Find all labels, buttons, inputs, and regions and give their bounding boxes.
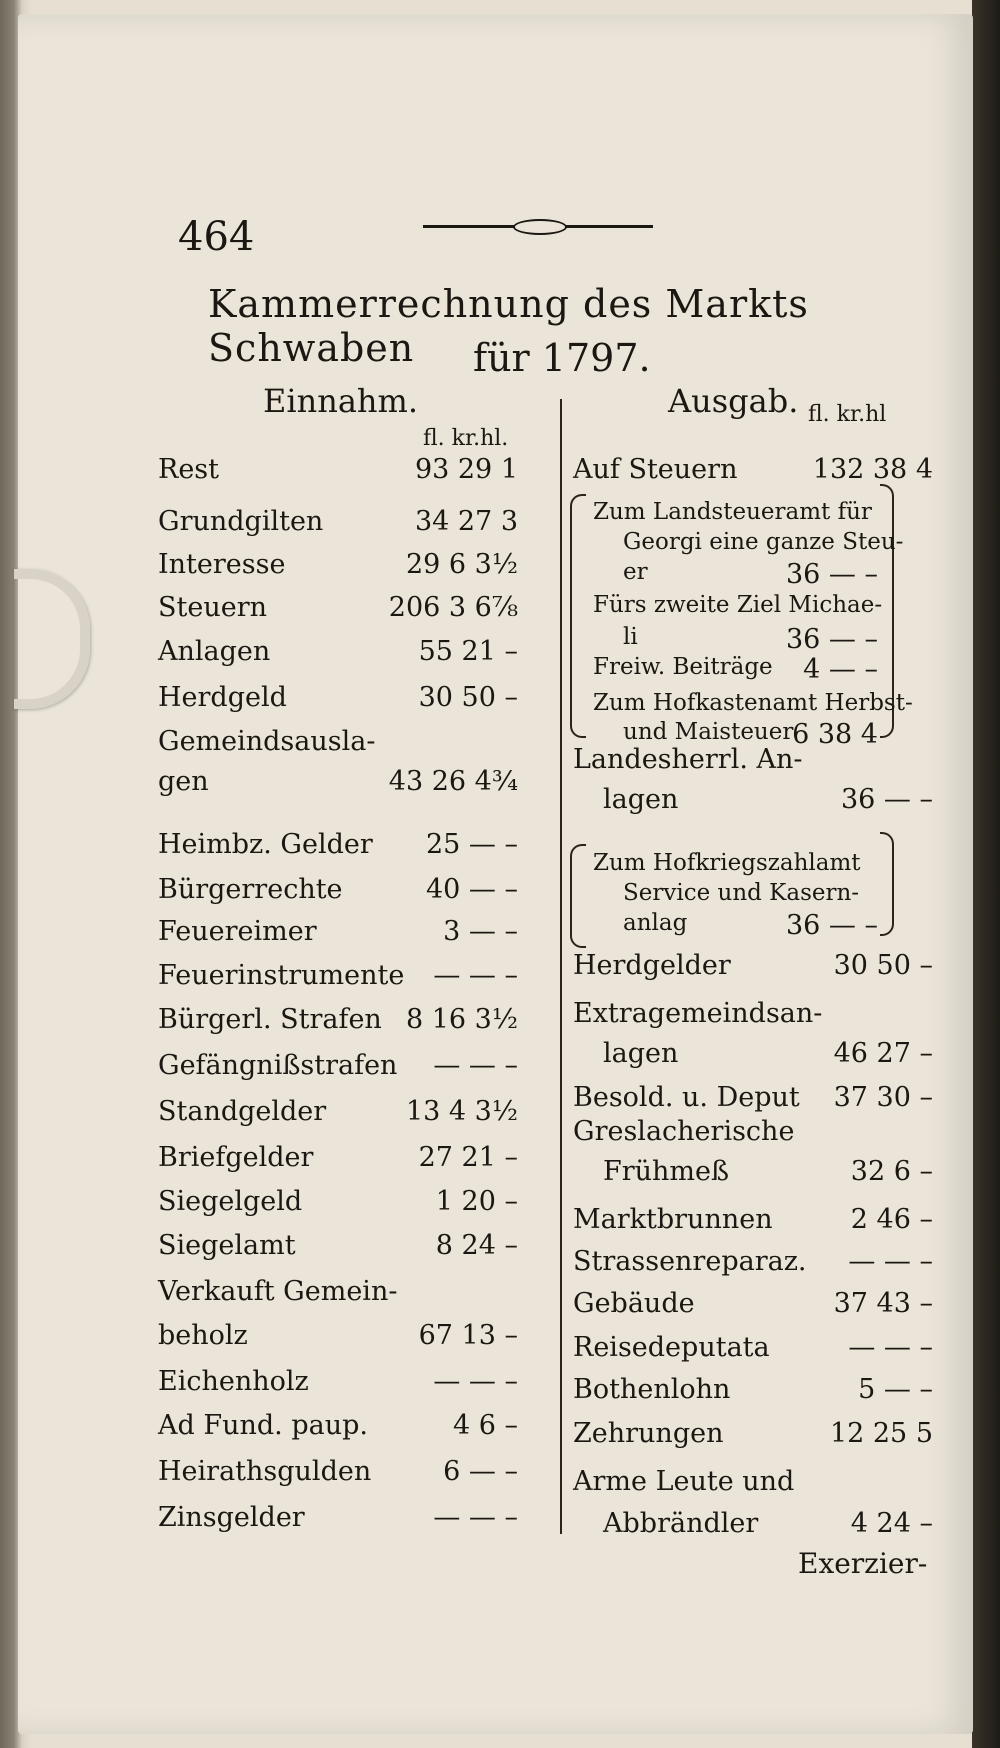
income-label: Interesse	[158, 549, 286, 580]
income-heading: Einnahm.	[263, 382, 419, 420]
income-amount: 206 3 6⅞	[388, 592, 518, 623]
sub-steuern-amount: 36 — –	[785, 624, 878, 655]
book-page	[18, 14, 973, 1734]
income-amount: 8 16 3½	[405, 1004, 518, 1035]
brace-anlagen-right	[880, 832, 894, 936]
expense-label: lagen	[603, 1038, 679, 1069]
expense-label: Landesherrl. An-	[573, 744, 803, 775]
sub-anlagen-label: Zum Hofkriegszahlamt	[593, 850, 861, 876]
income-amount: 34 27 3	[414, 506, 518, 537]
income-amount: 40 — –	[425, 874, 518, 905]
column-divider	[560, 399, 562, 1534]
income-amount: 1 20 –	[435, 1186, 518, 1217]
income-amount: 3 — –	[443, 916, 518, 947]
income-label: Ad Fund. paup.	[158, 1410, 368, 1441]
sub-steuern-amount: 36 — –	[785, 559, 878, 590]
income-label: Feuereimer	[158, 916, 317, 947]
income-label: Grundgilten	[158, 506, 324, 537]
catchword: Exerzier-	[798, 1547, 928, 1580]
expense-label: Extragemeindsan-	[573, 998, 823, 1029]
expense-amount: — — –	[848, 1332, 933, 1363]
expense-label: Strassenreparaz.	[573, 1246, 807, 1277]
expense-amount: 36 — –	[840, 784, 933, 815]
income-amount: 6 — –	[443, 1456, 518, 1487]
page-number: 464	[178, 214, 255, 260]
sub-steuern-label: und Maisteuer	[623, 719, 794, 745]
income-amount: 30 50 –	[418, 682, 518, 713]
income-label: Heirathsgulden	[158, 1456, 372, 1487]
expense-amount: 2 46 –	[850, 1204, 933, 1235]
expense-amount: 32 6 –	[850, 1156, 933, 1187]
sub-anlagen-label: Service und Kasern-	[623, 880, 860, 906]
brace-anlagen-left	[570, 844, 586, 948]
expense-label: Greslacherische	[573, 1116, 795, 1147]
income-label: Heimbz. Gelder	[158, 829, 373, 860]
expense-amount: 46 27 –	[833, 1038, 933, 1069]
page-stack-edge	[972, 0, 1000, 1748]
expense-label: lagen	[603, 784, 679, 815]
expense-label: Reisedeputata	[573, 1332, 770, 1363]
sub-steuern-amount: 4 — –	[803, 654, 878, 685]
expense-label: Bothenlohn	[573, 1374, 731, 1405]
sub-steuern-label: Fürs zweite Ziel Michae-	[593, 592, 883, 618]
income-label: Bürgerl. Strafen	[158, 1004, 382, 1035]
sub-steuern-amount: 6 38 4	[792, 719, 878, 750]
income-amount: — — –	[433, 1050, 518, 1081]
income-label: Rest	[158, 454, 220, 485]
income-label: Gefängnißstrafen	[158, 1050, 398, 1081]
income-amount: 93 29 1	[414, 454, 518, 485]
income-label: Feuerinstrumente	[158, 960, 405, 991]
expense-amount: 5 — –	[858, 1374, 933, 1405]
income-amount: 8 24 –	[435, 1230, 518, 1261]
income-amount: 27 21 –	[418, 1142, 518, 1173]
sub-steuern-label: Zum Landsteueramt für	[593, 499, 872, 525]
expense-label: Auf Steuern	[573, 454, 738, 485]
expense-amount: 30 50 –	[833, 950, 933, 981]
expense-amount: 4 24 –	[850, 1508, 933, 1539]
expense-label: Zehrungen	[573, 1418, 724, 1449]
income-label: Verkauft Gemein-	[158, 1276, 398, 1307]
expense-amount: 37 30 –	[833, 1082, 933, 1113]
sub-steuern-label: li	[623, 624, 638, 650]
page-title: Kammerrechnung des Markts Schwaben	[208, 282, 809, 370]
sub-anlagen-amount: 36 — –	[785, 910, 878, 941]
expense-amount: 132 38 4	[812, 454, 933, 485]
expense-amount: 37 43 –	[833, 1288, 933, 1319]
expense-label: Gebäude	[573, 1288, 695, 1319]
expense-amount: — — –	[848, 1246, 933, 1277]
expense-label: Abbrändler	[603, 1508, 759, 1539]
income-label: Standgelder	[158, 1096, 327, 1127]
income-amount: 43 26 4¾	[388, 766, 518, 797]
expense-label: Marktbrunnen	[573, 1204, 773, 1235]
income-amount: 55 21 –	[418, 636, 518, 667]
paper-clip	[14, 569, 90, 709]
income-amount: — — –	[433, 960, 518, 991]
income-label: Steuern	[158, 592, 267, 623]
income-amount: 4 6 –	[452, 1410, 518, 1441]
income-label: Herdgeld	[158, 682, 287, 713]
sub-steuern-label: Zum Hofkastenamt Herbst-	[593, 690, 913, 716]
page-subtitle: für 1797.	[473, 336, 651, 380]
income-label: Zinsgelder	[158, 1502, 305, 1533]
sub-steuern-label: Freiw. Beiträge	[593, 654, 773, 680]
income-amount: — — –	[433, 1366, 518, 1397]
income-label: Briefgelder	[158, 1142, 314, 1173]
income-amount: — — –	[433, 1502, 518, 1533]
income-label: Anlagen	[158, 636, 271, 667]
income-amount: 29 6 3½	[405, 549, 518, 580]
income-label: gen	[158, 766, 209, 797]
sub-steuern-label: er	[623, 559, 648, 585]
income-label: beholz	[158, 1320, 248, 1351]
expense-amount: 12 25 5	[829, 1418, 933, 1449]
income-units: fl. kr.hl.	[423, 426, 509, 451]
income-label: Gemeindsausla-	[158, 726, 376, 757]
expense-label: Arme Leute und	[573, 1466, 795, 1497]
expense-units: fl. kr.hl	[808, 402, 887, 427]
expense-label: Besold. u. Deput	[573, 1082, 800, 1113]
expense-label: Frühmeß	[603, 1156, 730, 1187]
income-label: Siegelgeld	[158, 1186, 303, 1217]
income-label: Siegelamt	[158, 1230, 296, 1261]
income-amount: 13 4 3½	[405, 1096, 518, 1127]
brace-steuern-left	[570, 494, 586, 738]
income-amount: 25 — –	[425, 829, 518, 860]
income-label: Bürgerrechte	[158, 874, 343, 905]
sub-steuern-label: Georgi eine ganze Steu-	[623, 529, 904, 555]
ornament-rule	[423, 225, 653, 228]
expense-label: Herdgelder	[573, 950, 731, 981]
income-amount: 67 13 –	[418, 1320, 518, 1351]
income-label: Eichenholz	[158, 1366, 309, 1397]
sub-anlagen-label: anlag	[623, 910, 688, 936]
expense-heading: Ausgab.	[668, 382, 799, 420]
